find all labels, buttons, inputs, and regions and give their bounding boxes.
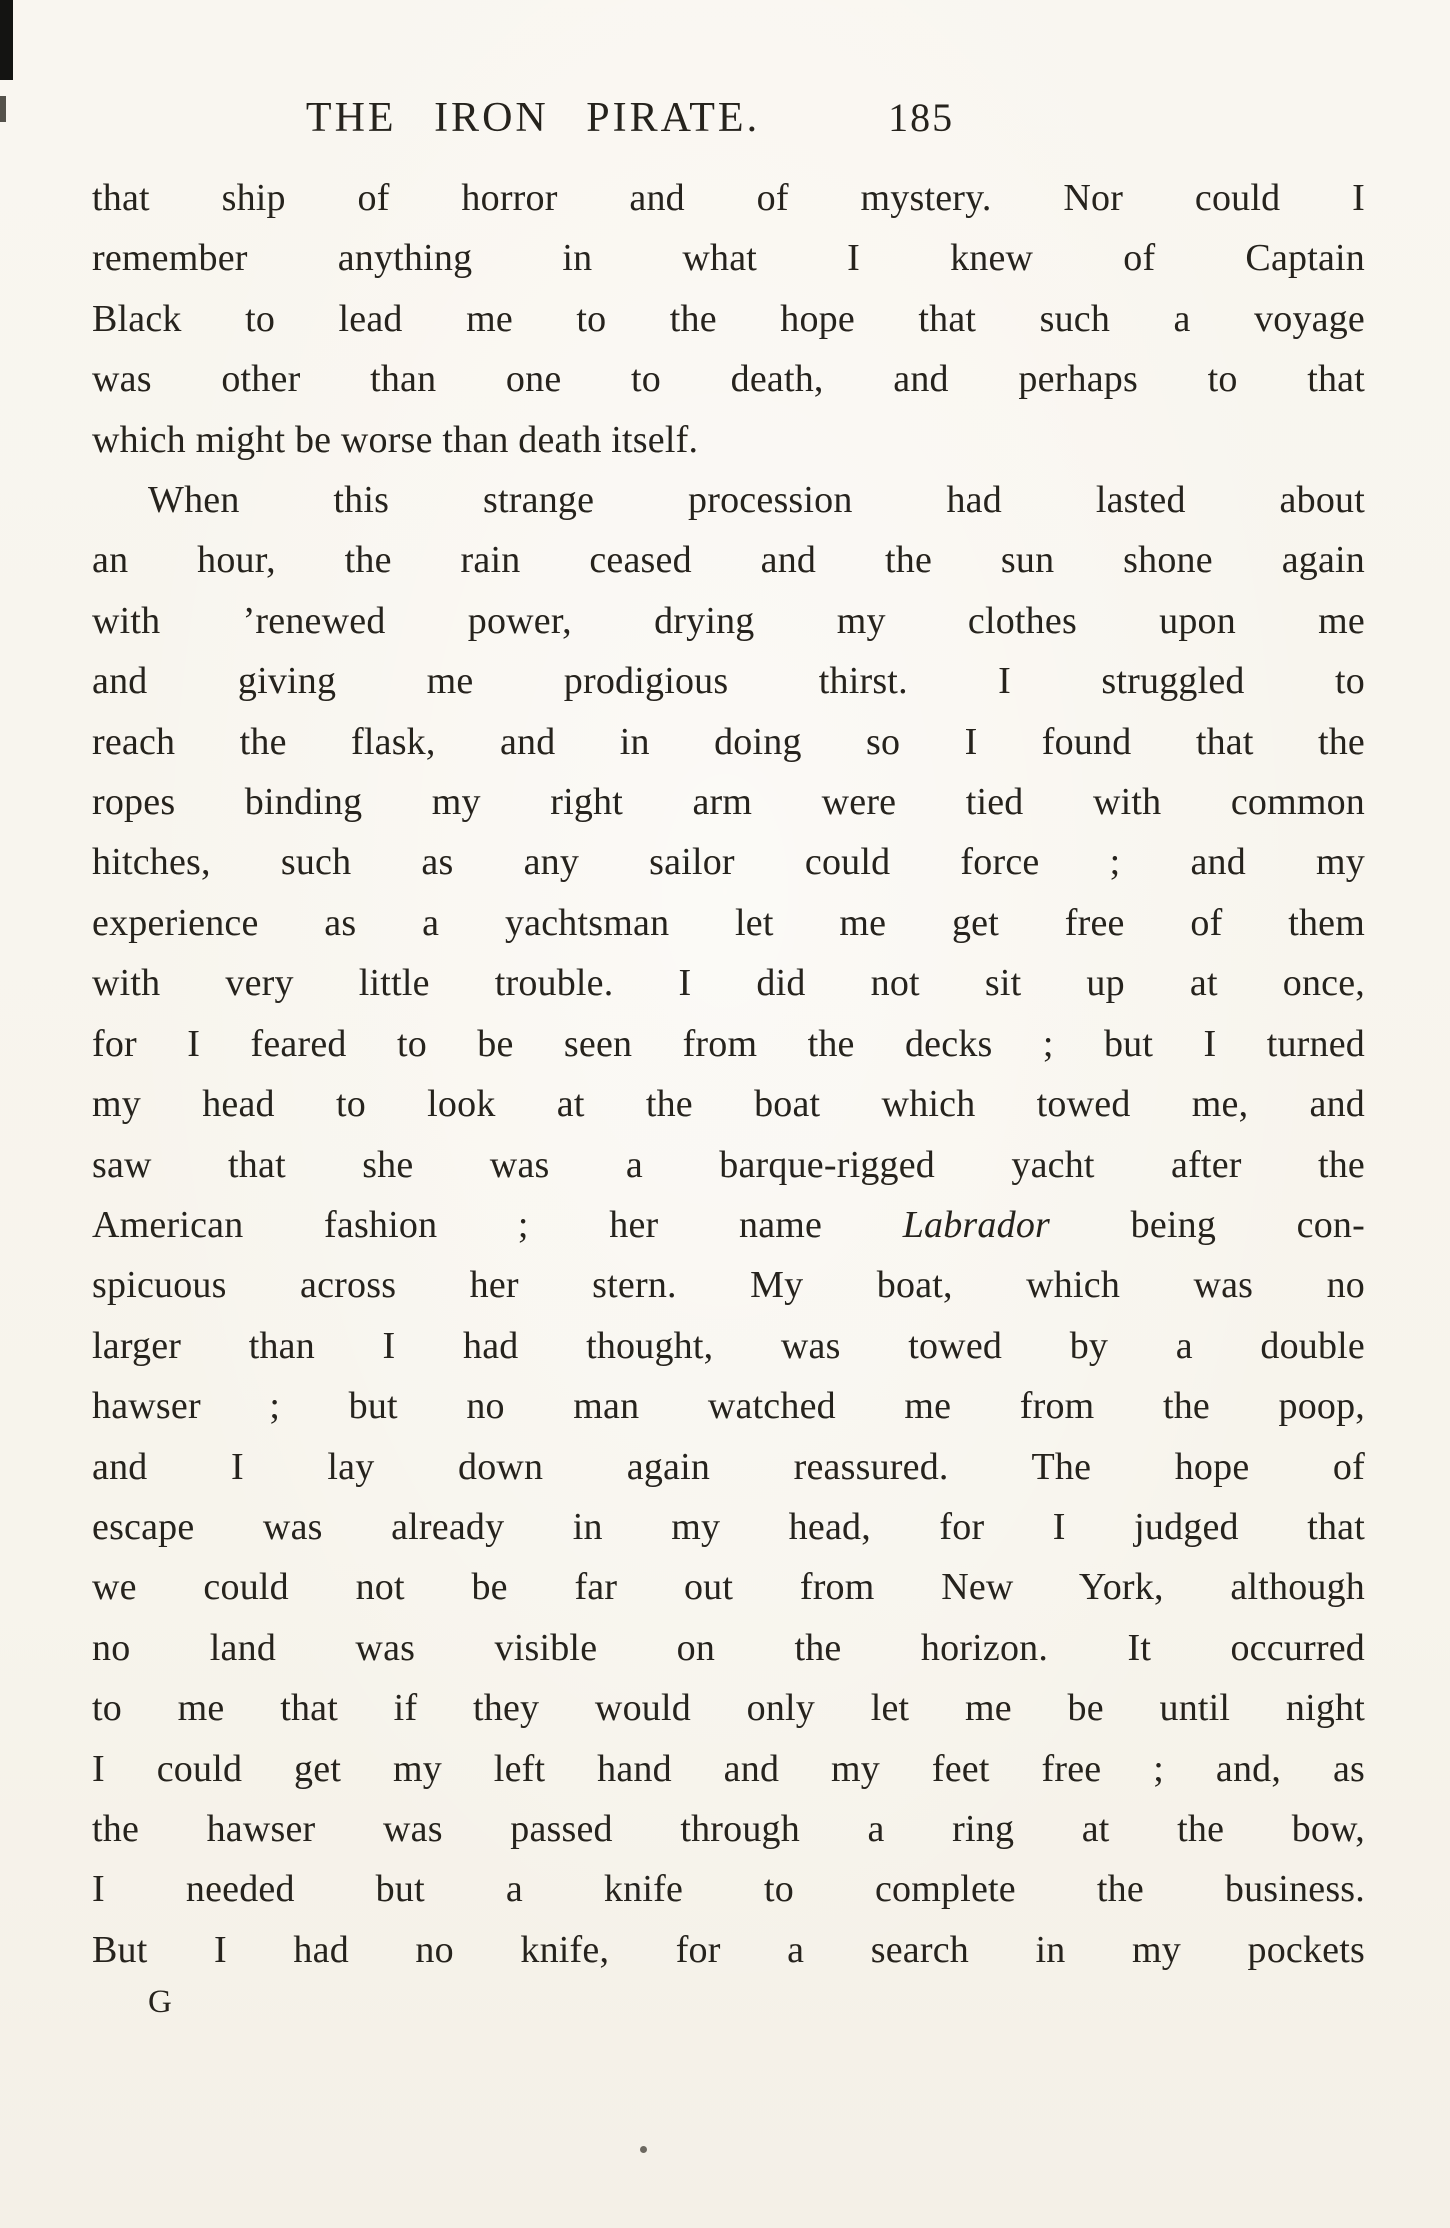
text-line: with very little trouble. I did not sit up at once, bbox=[92, 962, 1365, 1005]
text-line: with ’renewed power, drying my clothes upon me bbox=[92, 599, 1365, 642]
text-line bbox=[92, 1195, 1365, 1255]
text-line: which might be worse than death itself. bbox=[92, 418, 699, 461]
scan-artifact-bar bbox=[0, 0, 13, 80]
italic-word: Labrador bbox=[902, 1203, 1051, 1246]
text-line: was other than one to death, and perhaps to that bbox=[92, 358, 1365, 401]
text-line: my head to look at the boat which towed me, and bbox=[92, 1083, 1365, 1126]
text-line: ropes binding my right arm were tied with common bbox=[92, 781, 1365, 824]
page-number: 185 bbox=[888, 95, 955, 140]
page-header bbox=[0, 94, 1266, 142]
signature-mark: G bbox=[148, 1984, 173, 2020]
text-line: that ship of horror and of mystery. Nor could I bbox=[92, 177, 1365, 219]
text-line: Black to lead me to the hope that such a voyage bbox=[92, 297, 1365, 340]
text-line: But I had no knife, for a search in my pockets bbox=[92, 1928, 1365, 1971]
text-line: experience as a yachtsman let me get free of them bbox=[92, 901, 1365, 944]
text-line: we could not be far out from New York, although bbox=[92, 1566, 1365, 1609]
text-line: no land was visible on the horizon. It occurred bbox=[92, 1626, 1365, 1669]
text-line: for I feared to be seen from the decks ; but I turned bbox=[92, 1022, 1365, 1065]
text-line: saw that she was a barque-rigged yacht after the bbox=[92, 1143, 1365, 1186]
text-line: and giving me prodigious thirst. I struggled to bbox=[92, 660, 1365, 703]
text-segment: American fashion ; her name bbox=[92, 1203, 903, 1246]
body-text bbox=[92, 168, 1365, 1980]
text-line: larger than I had thought, was towed by a double bbox=[92, 1324, 1365, 1367]
text-line: the hawser was passed through a ring at the bow, bbox=[92, 1807, 1365, 1850]
text-line: When this strange procession had lasted about bbox=[148, 479, 1365, 522]
text-line: spicuous across her stern. My boat, which was no bbox=[92, 1264, 1365, 1307]
text-line: reach the flask, and in doing so I found that the bbox=[92, 720, 1365, 763]
text-segment: being con- bbox=[1050, 1203, 1365, 1246]
text-line: I could get my left hand and my feet free ; and, as bbox=[92, 1747, 1365, 1790]
text-line: escape was already in my head, for I judged that bbox=[92, 1505, 1365, 1548]
text-line: an hour, the rain ceased and the sun shone again bbox=[92, 539, 1365, 582]
text-line: to me that if they would only let me be until night bbox=[92, 1687, 1365, 1730]
scan-speck bbox=[640, 2146, 647, 2153]
text-line: and I lay down again reassured. The hope of bbox=[92, 1445, 1365, 1488]
running-title: THE IRON PIRATE. bbox=[305, 95, 761, 141]
text-line: remember anything in what I knew of Captain bbox=[92, 237, 1365, 280]
text-line: hawser ; but no man watched me from the poop, bbox=[92, 1385, 1365, 1428]
text-line: hitches, such as any sailor could force ; and my bbox=[92, 841, 1365, 884]
text-line: I needed but a knife to complete the business. bbox=[92, 1868, 1365, 1911]
